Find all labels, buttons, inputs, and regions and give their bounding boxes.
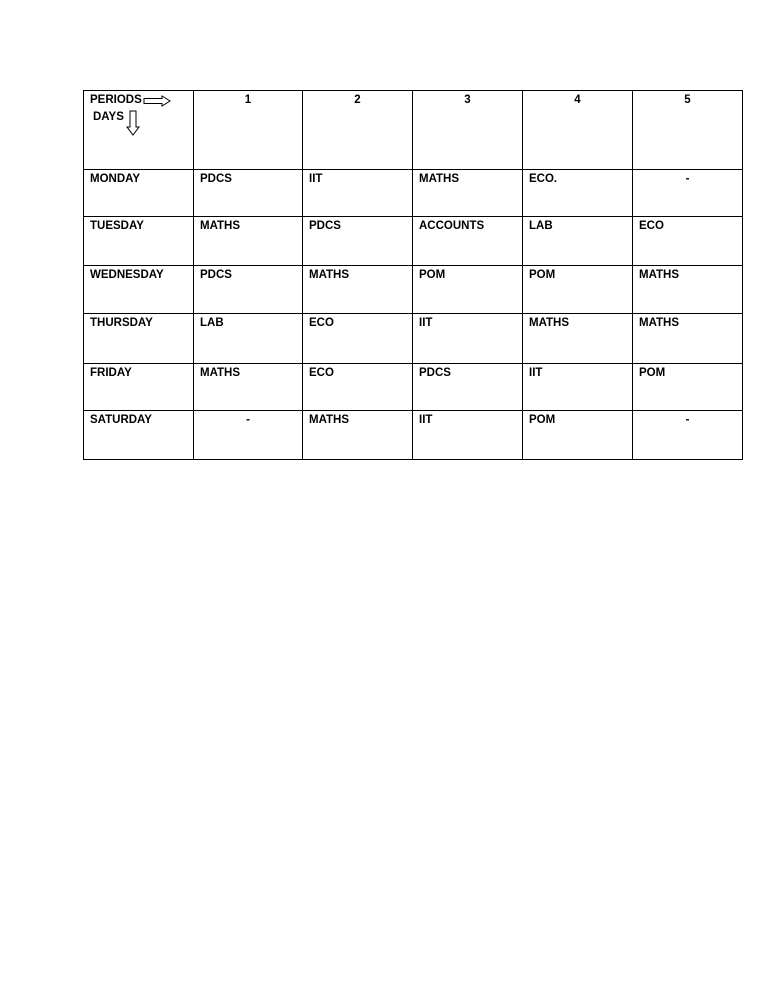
day-cell: FRIDAY: [84, 364, 194, 411]
table-cell: IIT: [413, 314, 523, 364]
day-cell: WEDNESDAY: [84, 266, 194, 314]
table-cell: ECO: [633, 217, 743, 266]
timetable: [83, 90, 743, 460]
period-header-3: 3: [413, 91, 523, 170]
table-cell: -: [633, 170, 743, 217]
header-row: [84, 91, 743, 170]
table-cell: MATHS: [413, 170, 523, 217]
periods-label: PERIODS: [90, 94, 142, 106]
table-cell: -: [194, 411, 303, 460]
day-cell: MONDAY: [84, 170, 194, 217]
table-cell: IIT: [303, 170, 413, 217]
table-row: [84, 217, 743, 266]
table-cell: MATHS: [303, 266, 413, 314]
period-header-1: 1: [194, 91, 303, 170]
table-row: [84, 266, 743, 314]
table-row: [84, 364, 743, 411]
table-cell: PDCS: [194, 266, 303, 314]
table-cell: LAB: [194, 314, 303, 364]
table-row: [84, 314, 743, 364]
table-cell: MATHS: [194, 217, 303, 266]
table-cell: POM: [633, 364, 743, 411]
day-cell: SATURDAY: [84, 411, 194, 460]
table-cell: POM: [523, 266, 633, 314]
right-arrow-icon: [143, 95, 171, 107]
table-cell: POM: [413, 266, 523, 314]
table-row: [84, 170, 743, 217]
day-cell: THURSDAY: [84, 314, 194, 364]
table-cell: IIT: [523, 364, 633, 411]
table-cell: MATHS: [194, 364, 303, 411]
table-cell: -: [633, 411, 743, 460]
table-cell: ACCOUNTS: [413, 217, 523, 266]
table-cell: ECO: [303, 364, 413, 411]
table-cell: MATHS: [633, 266, 743, 314]
day-cell: TUESDAY: [84, 217, 194, 266]
period-header-2: 2: [303, 91, 413, 170]
table-cell: MATHS: [523, 314, 633, 364]
table-cell: ECO.: [523, 170, 633, 217]
corner-cell: [84, 91, 194, 170]
table-cell: ECO: [303, 314, 413, 364]
down-arrow-icon: [126, 110, 140, 136]
period-header-4: 4: [523, 91, 633, 170]
table-cell: PDCS: [303, 217, 413, 266]
table-cell: MATHS: [303, 411, 413, 460]
table-row: [84, 411, 743, 460]
days-label: DAYS: [93, 111, 124, 123]
table-cell: PDCS: [413, 364, 523, 411]
table-cell: PDCS: [194, 170, 303, 217]
table-cell: LAB: [523, 217, 633, 266]
table-cell: IIT: [413, 411, 523, 460]
table-cell: MATHS: [633, 314, 743, 364]
period-header-5: 5: [633, 91, 743, 170]
table-cell: POM: [523, 411, 633, 460]
